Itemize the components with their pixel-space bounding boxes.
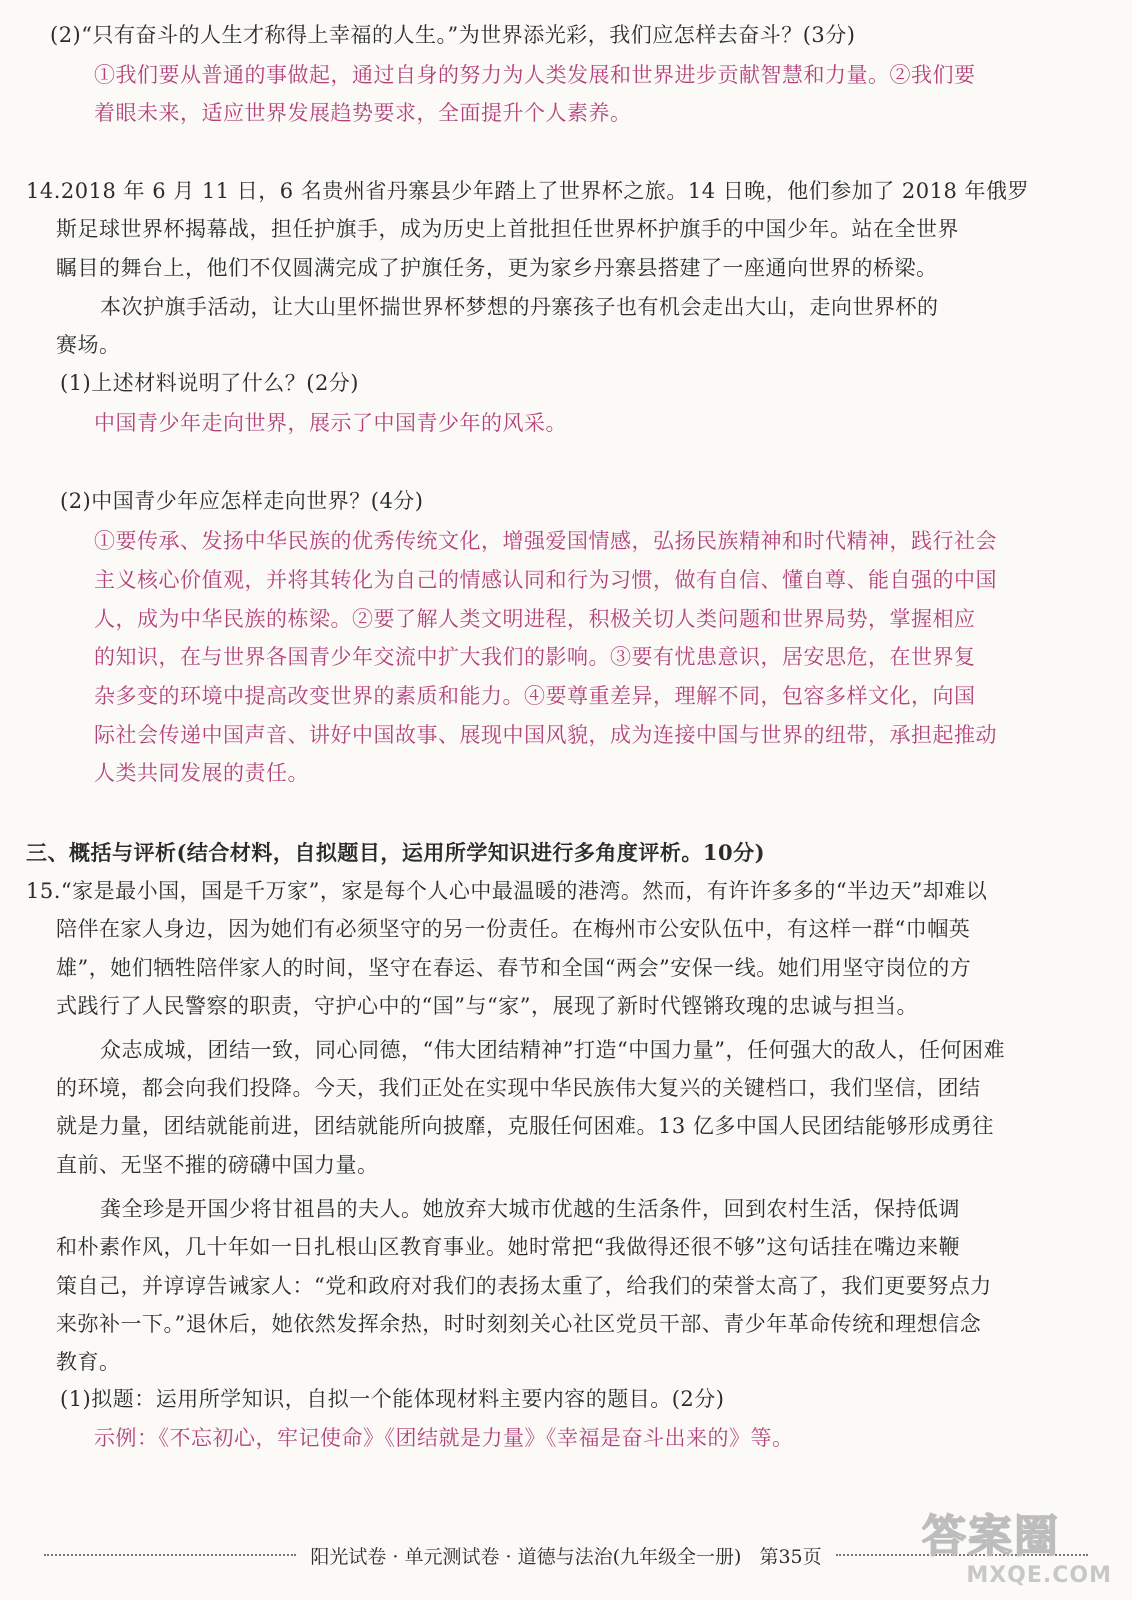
q14-part2-question: (2)中国青少年应怎样走向世界？(4分) [60, 489, 424, 513]
q15-material-line-2: 陪伴在家人身边，因为她们有必须坚守的另一份责任。在梅州市公安队伍中，有这样一群“巾帼英 [56, 917, 971, 941]
q14-material-line-4: 本次护旗手活动，让大山里怀揣世界杯梦想的丹寨孩子也有机会走出大山，走向世界杯的 [100, 295, 939, 319]
q14-part2-answer-line-5: 杂多变的环境中提高改变世界的素质和能力。④要尊重差异，理解不同，包容多样文化，向国 [94, 684, 976, 708]
q15-material-line-13: 教育。 [56, 1350, 121, 1374]
watermark-url: MXQE.COM [966, 1563, 1112, 1588]
q15-material-line-3: 雄”，她们牺牲陪伴家人的时间，坚守在春运、春节和全国“两会”安保一线。她们用坚守岗位的方 [56, 956, 972, 980]
q15-material-line-8: 直前、无坚不摧的磅礴中国力量。 [56, 1153, 379, 1177]
q13-part2-question: (2)“只有奋斗的人生才称得上幸福的人生。”为世界添光彩，我们应怎样去奋斗？(3分) [50, 23, 856, 47]
q14-material-line-1: 14.2018 年 6 月 11 日，6 名贵州省丹寨县少年踏上了世界杯之旅。14 日晚，他们参加了 2018 年俄罗 [26, 179, 1030, 203]
watermark-brand: 答案圈 [922, 1511, 1060, 1562]
q14-part2-answer-line-3: 人，成为中华民族的栋梁。②要了解人类文明进程，积极关切人类问题和世界局势，掌握相应 [94, 607, 976, 631]
watermark-logo [922, 1500, 1112, 1590]
q15-material-line-11: 策自己，并谆谆告诫家人：“党和政府对我们的表扬太重了，给我们的荣誉太高了，我们更要努点力 [56, 1274, 992, 1298]
q15-material-line-9: 龚全珍是开国少将甘祖昌的夫人。她放弃大城市优越的生活条件，回到农村生活，保持低调 [100, 1197, 960, 1221]
q14-material-line-2: 斯足球世界杯揭幕战，担任护旗手，成为历史上首批担任世界杯护旗手的中国少年。站在全世界 [56, 217, 959, 241]
q14-part2-answer-line-4: 的知识，在与世界各国青少年交流中扩大我们的影响。③要有忧患意识，居安思危，在世界复 [94, 645, 976, 669]
q15-material-line-4: 式践行了人民警察的职责，守护心中的“国”与“家”，展现了新时代铿锵玫瑰的忠诚与担当。 [56, 994, 918, 1018]
page-number: 第35页 [759, 1545, 822, 1568]
q15-part1-question: (1)拟题：运用所学知识，自拟一个能体现材料主要内容的题目。(2分) [60, 1387, 725, 1411]
q15-material-line-6: 的环境，都会向我们投降。今天，我们正处在实现中华民族伟大复兴的关键档口，我们坚信，团结 [56, 1076, 981, 1100]
q14-part1-question: (1)上述材料说明了什么？(2分) [60, 371, 359, 395]
q15-material-line-10: 和朴素作风，几十年如一日扎根山区教育事业。她时常把“我做得还很不够”这句话挂在嘴边来鞭 [56, 1235, 960, 1259]
q14-part2-answer-line-2: 主义核心价值观，并将其转化为自己的情感认同和行为习惯，做有自信、懂自尊、能自强的中国 [94, 568, 997, 592]
section-3-heading: 三、概括与评析(结合材料，自拟题目，运用所学知识进行多角度评析。10分) [26, 840, 766, 865]
q14-part2-answer-line-1: ①要传承、发扬中华民族的优秀传统文化，增强爱国情感，弘扬民族精神和时代精神，践行社会 [94, 529, 997, 553]
q14-material-line-3: 瞩目的舞台上，他们不仅圆满完成了护旗任务，更为家乡丹寨县搭建了一座通向世界的桥梁。 [56, 256, 938, 280]
q14-part2-answer-line-6: 际社会传递中国声音、讲好中国故事、展现中国风貌，成为连接中国与世界的纽带，承担起推动 [94, 723, 997, 747]
q13-part2-answer-line-2: 着眼未来，适应世界发展趋势要求，全面提升个人素养。 [94, 101, 632, 125]
q13-part2-answer-line-1: ①我们要从普通的事做起，通过自身的努力为人类发展和世界进步贡献智慧和力量。②我们要 [94, 63, 976, 87]
q15-part1-answer: 示例：《不忘初心，牢记使命》《团结就是力量》《幸福是奋斗出来的》等。 [94, 1426, 794, 1450]
q14-material-line-5: 赛场。 [56, 333, 121, 357]
q15-material-line-1: 15.“家是最小国，国是千万家”，家是每个人心中最温暖的港湾。然而，有许许多多的“半边天”却难以 [26, 879, 988, 903]
q15-material-line-12: 来弥补一下。”退休后，她依然发挥余热，时时刻刻关心社区党员干部、青少年革命传统和理想信念 [56, 1312, 982, 1336]
footer-title: 阳光试卷 · 单元测试卷 · 道德与法治(九年级全一册) [310, 1545, 742, 1568]
q15-material-line-5: 众志成城，团结一致，同心同德，“伟大团结精神”打造“中国力量”，任何强大的敌人，任何困难 [100, 1038, 1005, 1062]
footer-dotted-rule-left [44, 1554, 296, 1556]
q14-part2-answer-line-7: 人类共同发展的责任。 [94, 761, 309, 785]
q14-part1-answer: 中国青少年走向世界，展示了中国青少年的风采。 [94, 411, 567, 435]
q15-material-line-7: 就是力量，团结就能前进，团结就能所向披靡，克服任何困难。13 亿多中国人民团结能够形成勇往 [56, 1114, 994, 1138]
